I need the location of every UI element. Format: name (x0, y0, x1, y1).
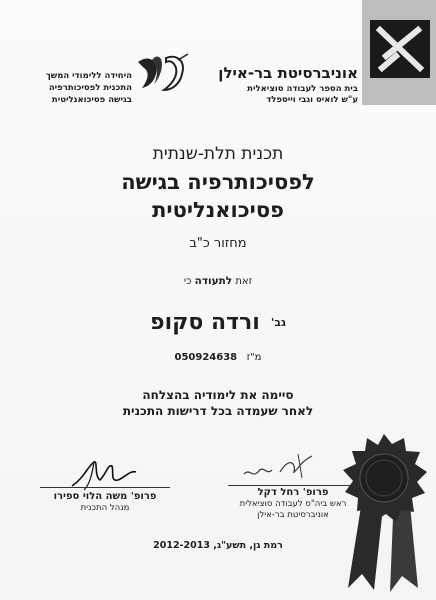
signatory-right-role-2: אוניברסיטת בר-אילן (257, 510, 329, 520)
id-row (0, 352, 436, 363)
title-line-1: תכנית תלת-שנתית (152, 144, 284, 164)
issue-date: רמת גן, תשע"ג, 2012-2013 (153, 540, 283, 551)
cohort: מחזור כ"ב (189, 236, 247, 251)
seal-rosette-icon (334, 428, 430, 596)
program-line-3: בגישה פסיכואנליטית (51, 95, 132, 105)
school-line-1: בית הספר לעבודה סוציאלית (247, 84, 358, 94)
title-line-3: פסיכואנליטית (152, 198, 284, 222)
id-number: 050924638 (174, 352, 238, 363)
completion-line-2: לאחר שעמדה בכל דרישות התכנית (122, 404, 314, 418)
university-emblem-icon (362, 0, 436, 105)
signature-line-left (40, 487, 170, 488)
honorific: גב' (270, 316, 286, 329)
title-line-2: לפסיכותרפיה בגישה (121, 170, 315, 194)
signatory-left-name: פרופ' משה הלוי ספירו (53, 491, 157, 502)
school-name (247, 84, 358, 106)
id-label: מ"ז (246, 352, 262, 363)
certify-bold: לתעודה (194, 275, 233, 287)
signature-right-icon (238, 448, 318, 484)
certify-prefix: זאת (235, 276, 253, 287)
certify-line (0, 275, 436, 287)
program-logo-icon (132, 50, 192, 100)
university-name: אוניברסיטת בר-אילן (218, 64, 358, 82)
program-logo-text (14, 70, 132, 106)
certify-suffix: כי (183, 276, 192, 287)
program-line-1: היחידה ללימודי המשך (45, 71, 132, 81)
school-line-2: ע"ש לואיס וגבי וייספלד (266, 95, 358, 105)
recipient-row (0, 310, 436, 335)
signatory-right-role-1: ראש ביה"ס לעבודה סוציאלית (239, 499, 347, 509)
signature-left-block (30, 490, 180, 514)
recipient-name: ורדה סקופ (150, 310, 260, 335)
signatory-left-role: מנהל התכנית (80, 503, 130, 513)
program-line-2: התכנית לפסיכותרפיה (48, 83, 132, 93)
completion-line-1: סיימה את לימודיה בהצלחה (142, 388, 294, 402)
signatory-right-name: פרופ' רחל דקל (257, 487, 329, 498)
